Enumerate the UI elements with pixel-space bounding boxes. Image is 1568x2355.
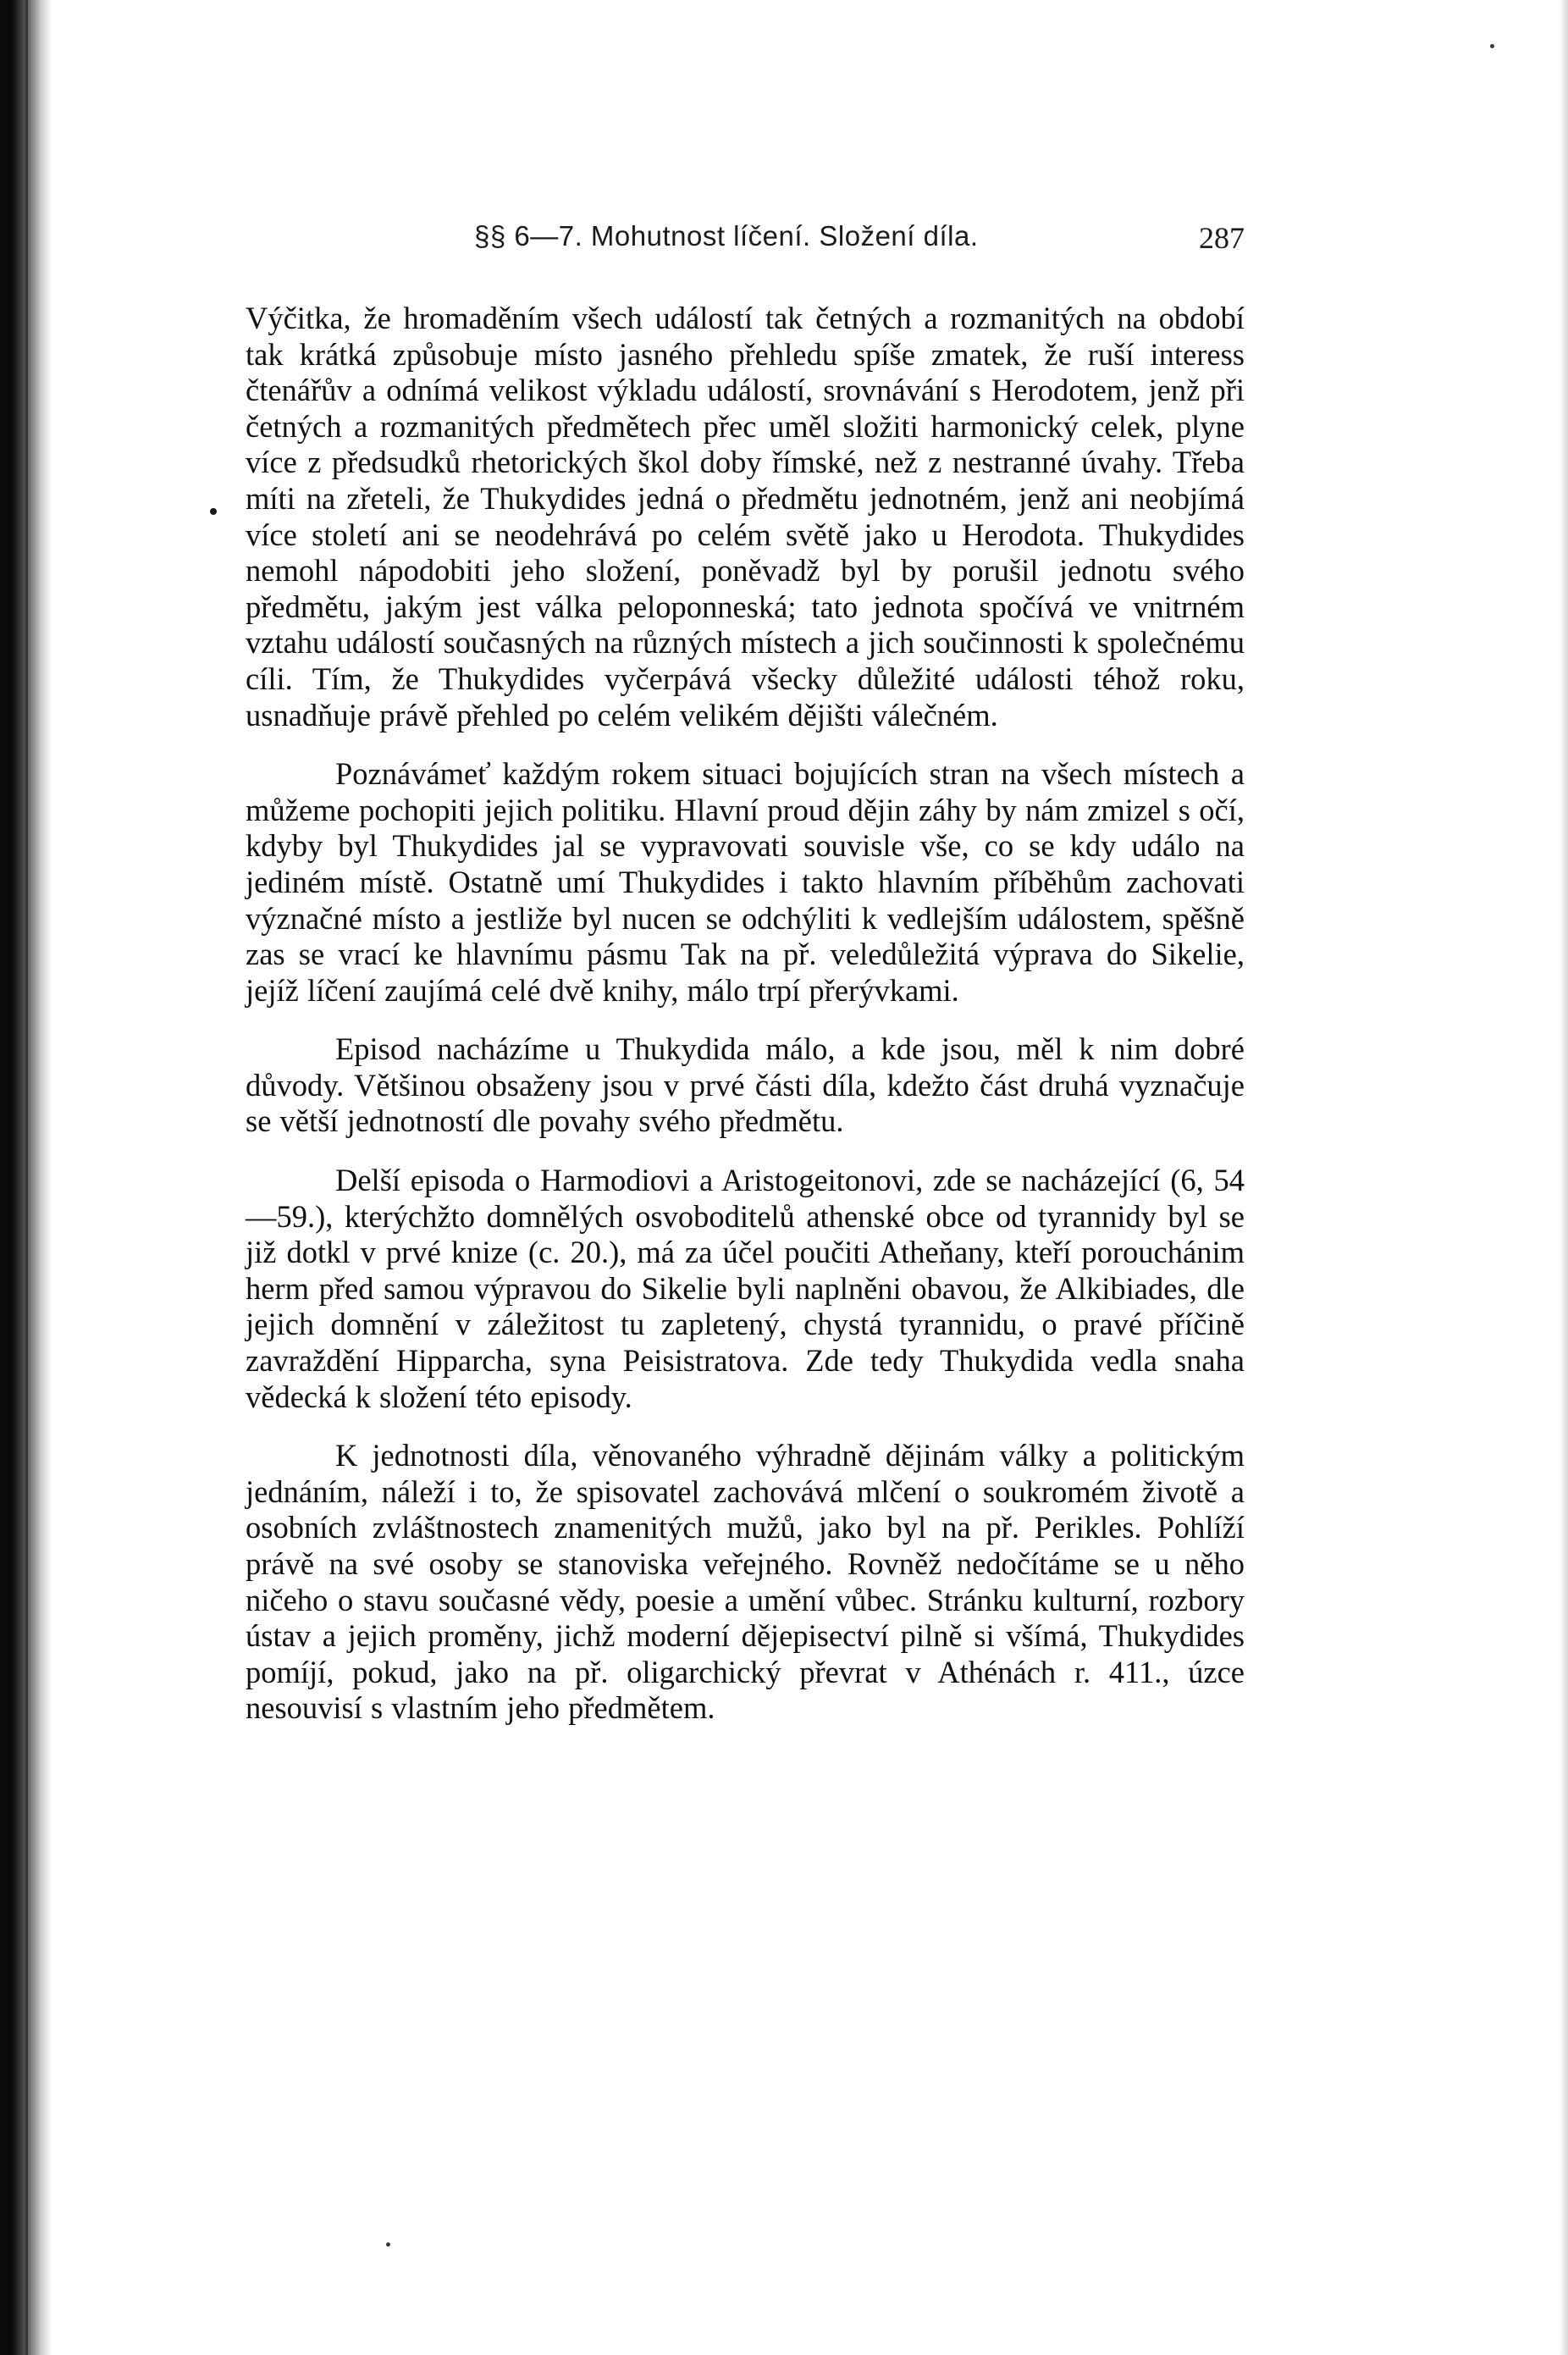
paragraph: Delší episoda o Harmodiovi a Aristogeitonovi, zde se nacházející (6, 54—59.), kterýchžto domnělých osvoboditelů athenské obce od tyrannidy byl se již dotkl v prvé knize (c. 20.), má za účel poučiti Atheňany, kteří porouchánim herm před samou výpravou do Sikelie byli naplněni obavou, že Alkibiades, dle jejich domnění v záležitost tu zapletený, chystá tyrannidu, o pravé příčině zavraždění Hipparcha, syna Peisistratova. Zde tedy Thukydida vedla snaha vědecká k složení této episody. bbox=[246, 1163, 1245, 1414]
header-title: §§ 6—7. Mohutnost líčení. Složení díla. bbox=[474, 220, 979, 252]
binding-line bbox=[25, 0, 28, 2355]
book-page bbox=[246, 203, 1245, 2303]
paper-speck bbox=[1490, 44, 1494, 48]
margin-dot bbox=[210, 508, 217, 515]
page-body bbox=[246, 301, 1245, 1727]
binding-edge bbox=[0, 0, 52, 2355]
paragraph: Výčitka, že hromaděním všech událostí tak četných a rozmanitých na období tak krátká způsobuje místo jasného přehledu spíše zmatek, že ruší interess čtenářův a odnímá velikost výkladu událostí, srovnávání s Herodotem, jenž při četných a rozmanitých předmětech přec uměl složiti harmonický celek, plyne více z předsudků rhetorických škol doby římské, než z nestranné úvahy. Třeba míti na zřeteli, že Thukydides jedná o předmětu jednotném, jenž ani neobjímá více století ani se neodehrává po celém světě jako u Herodota. Thukydides nemohl nápodobiti jeho složení, poněvadž byl by porušil jednotu svého předmětu, jakým jest válka peloponneská; tato jednota spočívá ve vnitrném vztahu událostí současných na různých místech a jich součinnosti k společnému cíli. Tím, že Thukydides vyčerpává všecky důležité události téhož roku, usnadňuje právě přehled po celém velikém dějišti válečném. bbox=[246, 301, 1245, 732]
running-header bbox=[246, 203, 1245, 263]
paragraph: K jednotnosti díla, věnovaného výhradně dějinám války a politickým jednáním, náleží i to, že spisovatel zachovává mlčení o soukromém životě a osobních zvláštnostech znamenitých mužů, jako byl na př. Perikles. Pohlíží právě na své osoby se stanoviska veřejného. Rovněž nedočítáme se u něho ničeho o stavu současné vědy, poesie a umění vůbec. Stránku kulturní, rozbory ústav a jejich proměny, jichž moderní dějepisectví pilně si všímá, Thukydides pomíjí, pokud, jako na př. oligarchický převrat v Athénách r. 411., úzce nesouvisí s vlastním jeho předmětem. bbox=[246, 1438, 1245, 1726]
page-right-edge bbox=[1560, 0, 1568, 2355]
paragraph: Episod nacházíme u Thukydida málo, a kde jsou, měl k nim dobré důvody. Většinou obsaženy jsou v prvé části díla, kdežto část druhá vyznačuje se větší jednotností dle povahy svého předmětu. bbox=[246, 1031, 1245, 1139]
page-number: 287 bbox=[1199, 221, 1245, 255]
paragraph: Poznávámeť každým rokem situaci bojujících stran na všech místech a můžeme pochopiti jejich politiku. Hlavní proud dějin záhy by nám zmizel s očí, kdyby byl Thukydides jal se vypravovati souvisle vše, co se kdy událo na jediném místě. Ostatně umí Thukydides i takto hlavním příběhům zachovati význačné místo a jestliže byl nucen se odchýliti k vedlejším událostem, spěšně zas se vrací ke hlavnímu pásmu Tak na př. veledůležitá výprava do Sikelie, jejíž líčení zaujímá celé dvě knihy, málo trpí přerývkami. bbox=[246, 756, 1245, 1008]
